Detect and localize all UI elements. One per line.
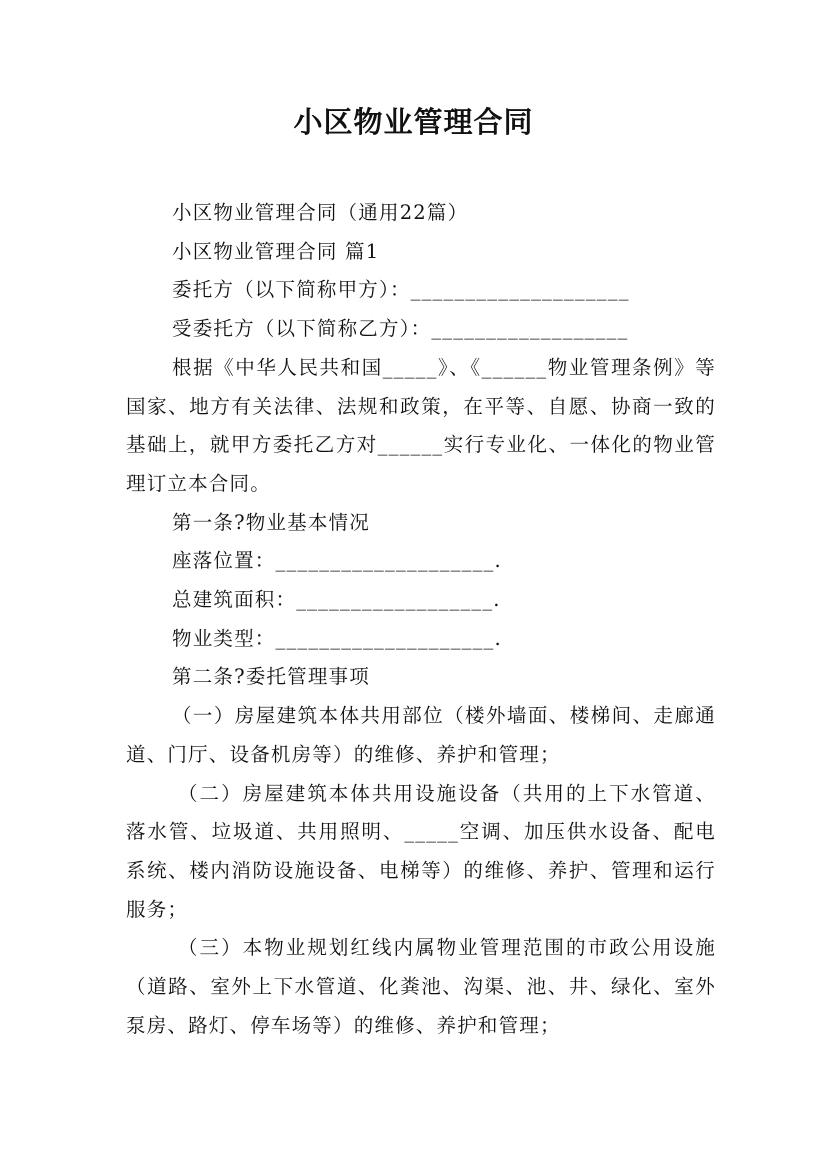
paragraph-total-area: 总建筑面积：__________________. bbox=[172, 588, 501, 612]
paragraph-property-type: 物业类型：____________________. bbox=[172, 626, 502, 650]
paragraph-section-heading: 小区物业管理合同 篇1 bbox=[172, 239, 380, 263]
paragraph-location: 座落位置：____________________. bbox=[172, 549, 502, 573]
paragraph-party-a: 委托方（以下简称甲方）：____________________ bbox=[172, 278, 630, 302]
paragraph-item-1: （一）房屋建筑本体共用部位（楼外墙面、楼梯间、走廊通道、门厅、设备机房等）的维修、养护和管理； bbox=[126, 704, 716, 766]
document-title: 小区物业管理合同 bbox=[293, 105, 534, 139]
paragraph-preamble: 根据《中华人民共和国_____》、《______物业管理条例》等国家、地方有关法律、法规和政策，在平等、自愿、协商一致的基础上，就甲方委托乙方对______实行专业化、一体化的物业管理订立本合同。 bbox=[126, 355, 716, 495]
document-body bbox=[126, 194, 716, 1045]
paragraph-item-3: （三）本物业规划红线内属物业管理范围的市政公用设施（道路、室外上下水管道、化粪池、沟渠、池、井、绿化、室外泵房、路灯、停车场等）的维修、养护和管理； bbox=[126, 936, 716, 1037]
paragraph-article-1-heading: 第一条?物业基本情况 bbox=[172, 510, 370, 534]
paragraph-subtitle: 小区物业管理合同（通用22篇） bbox=[172, 201, 469, 224]
paragraph-party-b: 受委托方（以下简称乙方）：__________________ bbox=[172, 317, 629, 341]
paragraph-article-2-heading: 第二条?委托管理事项 bbox=[172, 665, 370, 689]
paragraph-item-2: （二）房屋建筑本体共用设施设备（共用的上下水管道、落水管、垃圾道、共用照明、_____空调、加压供水设备、配电系统、楼内消防设施设备、电梯等）的维修、养护、管理和运行服务； bbox=[126, 781, 716, 921]
